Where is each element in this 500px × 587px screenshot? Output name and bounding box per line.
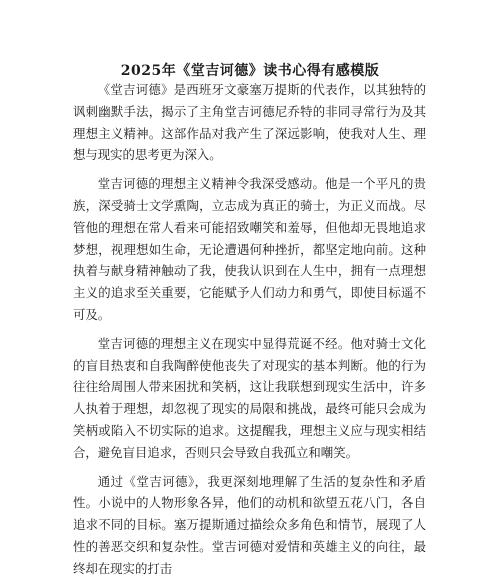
paragraph-3: 堂吉诃德的理想主义在现实中显得荒诞不经。他对骑士文化的盲目热衷和自我陶醉使他丧失了对现实的基本判断。他的行为往往给周围人带来困扰和笑柄，这让我联想到现实生活中，许多人执着于理想，却忽视了现实的局限和挑战，最终可能只会成为笑柄或陷入不切实际的追求。这提醒我，理想主义应与现实相结合，避免盲目追求，否则只会导致自我孤立和嘲笑。 [73, 335, 426, 460]
paragraph-1: 《堂吉诃德》是西班牙文豪塞万提斯的代表作，以其独特的讽刺幽默手法，揭示了主角堂吉诃德尼乔特的非同寻常行为及其理想主义精神。这部作品对我产生了深远影响，使我对人生、理想与现实的思考更为深入。 [73, 82, 426, 163]
document-title: 2025年《堂吉诃德》读书心得有感模版 [120, 63, 380, 79]
document-body [73, 79, 426, 587]
paragraph-2: 堂吉诃德的理想主义精神令我深受感动。他是一个平凡的贵族，深受骑士文学熏陶，立志成为真正的骑士，为正义而战。尽管他的理想在常人看来可能招致嘲笑和羞辱，但他却无畏地追求梦想，视理想如生命，无论遭遇何种挫折，都坚定地向前。这种执着与献身精神触动了我，使我认识到在人生中，拥有一点理想主义的追求至关重要，它能赋予人们动力和勇气，即使目标遥不可及。 [73, 176, 426, 322]
paragraph-4: 通过《堂吉诃德》，我更深刻地理解了生活的复杂性和矛盾性。小说中的人物形象各异，他们的动机和欲望五花八门，各自追求不同的目标。塞万提斯通过描绘众多角色和情节，展现了人性的善恶交织和复杂性。堂吉诃德对爱情和英雄主义的向往，最终却在现实的打击 [73, 473, 426, 576]
